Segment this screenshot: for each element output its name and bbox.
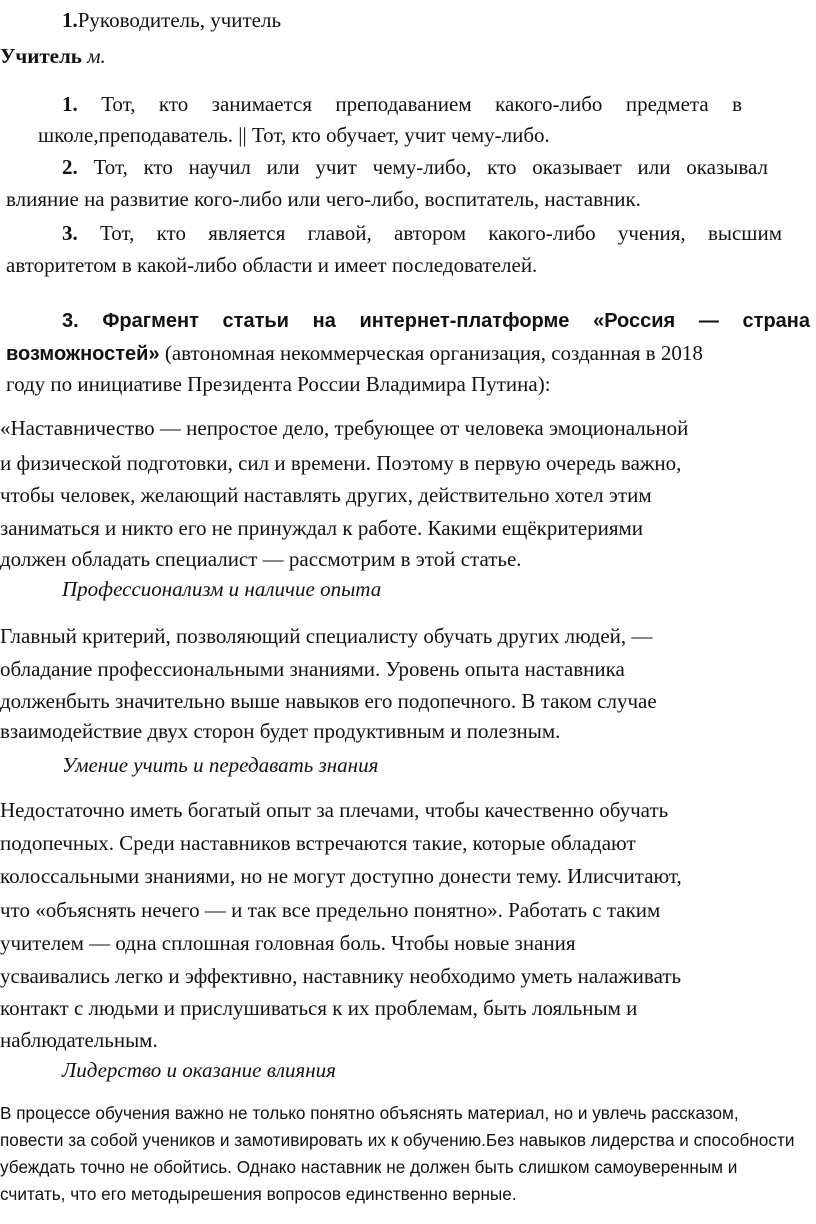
subheading-teaching: Умение учить и передавать знания xyxy=(62,753,379,777)
intro-line-1: «Наставничество — непростое дело, требующее от человека эмоциональной xyxy=(0,416,689,440)
professionalism-line-3: долженбыть значительно выше навыков его подопечного. В таком случае xyxy=(0,689,657,713)
definition-number: 1. xyxy=(62,92,78,116)
definition-3-line1: 3. Тот, кто является главой, автором какого-либо учения, высшим xyxy=(62,221,782,245)
intro-line-4: заниматься и никто его не принуждал к работе. Какими ещёкритериями xyxy=(0,516,644,540)
section3-heading-line3: году по инициативе Президента России Владимира Путина): xyxy=(6,372,551,396)
definition-2-line2: влияние на развитие кого-либо или чего-либо, воспитатель, наставник. xyxy=(6,187,641,211)
definition-1-line2: школе,преподаватель. || Тот, кто обучает, учит чему-либо. xyxy=(38,123,550,147)
teaching-line-8: наблюдательным. xyxy=(0,1028,158,1052)
teaching-line-4: что «объяснять нечего — и так все предельно понятно». Работать с таким xyxy=(0,898,661,922)
professionalism-line-1: Главный критерий, позволяющий специалисту обучать других людей, — xyxy=(0,624,653,648)
teaching-line-2: подопечных. Среди наставников встречаются такие, которые обладают xyxy=(0,831,636,855)
intro-line-2: и физической подготовки, сил и времени. Поэтому в первую очередь важно, xyxy=(0,451,682,475)
subheading-leadership: Лидерство и оказание влияния xyxy=(62,1058,336,1082)
part-of-speech: м. xyxy=(87,44,106,68)
section3-heading-line1: 3. Фрагмент статьи на интернет-платформе «Россия — страна xyxy=(62,310,810,332)
section-title: Руководитель, учитель xyxy=(77,8,282,32)
section3-heading-bold: возможностей» xyxy=(6,343,160,365)
definition-3-line2: авторитетом в какой-либо области и имеет последователей. xyxy=(6,253,538,277)
teaching-line-5: учителем — одна сплошная головная боль. Чтобы новые знания xyxy=(0,931,576,955)
definition-1-line1: 1. Тот, кто занимается преподаванием какого-либо предмета в xyxy=(62,92,743,116)
professionalism-line-4: взаимодействие двух сторон будет продуктивным и полезным. xyxy=(0,719,561,743)
section-header xyxy=(62,6,281,34)
subheading-professionalism: Профессионализм и наличие опыта xyxy=(62,577,382,601)
leadership-line-1: В процессе обучения важно не только понятно объяснять материал, но и увлечь рассказом, xyxy=(0,1103,739,1123)
dictionary-headword xyxy=(0,42,106,70)
headword: Учитель xyxy=(0,44,82,68)
teaching-line-7: контакт с людьми и прислушиваться к их проблемам, быть лояльным и xyxy=(0,996,638,1020)
section-number: 1. xyxy=(62,8,78,32)
teaching-line-3: колоссальными знаниями, но не могут доступно донести тему. Илисчитают, xyxy=(0,864,682,888)
teaching-line-6: усваивались легко и эффективно, наставнику необходимо уметь налаживать xyxy=(0,964,682,988)
leadership-line-2: повести за собой учеников и замотивировать их к обучению.Без навыков лидерства и способности xyxy=(0,1130,795,1150)
teaching-line-1: Недостаточно иметь богатый опыт за плечами, чтобы качественно обучать xyxy=(0,798,669,822)
definition-number: 2. xyxy=(62,155,78,179)
leadership-line-3: убеждать точно не обойтись. Однако наставник не должен быть слишком самоуверенным и xyxy=(0,1157,738,1177)
intro-line-3: чтобы человек, желающий наставлять других, действительно хотел этим xyxy=(0,483,652,507)
leadership-line-4: считать, что его методырешения вопросов единственно верные. xyxy=(0,1184,517,1204)
definition-2-line1: 2. Тот, кто научил или учит чему-либо, кто оказывает или оказывал xyxy=(62,155,768,179)
professionalism-line-2: обладание профессиональными знаниями. Уровень опыта наставника xyxy=(0,657,625,681)
section3-heading-line2 xyxy=(6,339,703,368)
definition-number: 3. xyxy=(62,221,78,245)
intro-line-5: должен обладать специалист — рассмотрим в этой статье. xyxy=(0,547,522,571)
section3-heading-paren: (автономная некоммерческая организация, созданная в 2018 xyxy=(159,341,703,365)
